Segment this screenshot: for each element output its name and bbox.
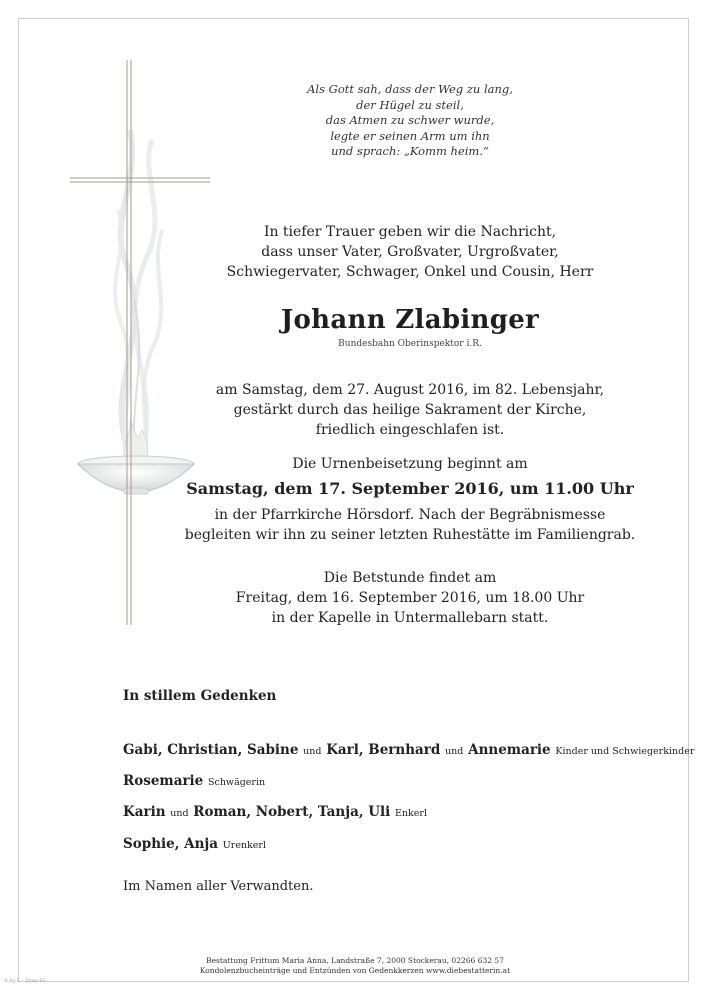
mourner-names: Rosemarie [123,773,204,789]
verse [300,82,520,160]
deceased-name: Johann Zlabinger [280,305,540,335]
death-notice [180,380,640,440]
mourner-relation: Enkerl [394,808,427,819]
conjunction: und [170,808,189,819]
mourner-names: Karl, Bernhard [326,742,441,758]
prayer-line: Freitag, dem 16. September 2016, um 18.00 Uhr [235,590,585,606]
mourner-row-great-grandchildren [123,836,266,852]
conjunction: und [303,746,322,757]
death-line: gestärkt durch das heilige Sakrament der Kirche, [233,402,587,418]
mourner-row-sister-in-law [123,773,265,789]
image-credit: © by L. – Jones 93 [4,979,46,984]
intro-text [180,222,640,282]
mourner-row-grandchildren [123,804,427,820]
mourner-names: Gabi, Christian, Sabine [123,742,299,758]
deceased-title: Bundesbahn Oberinspektor i.R. [338,339,482,349]
mourner-row-children [123,742,694,758]
mourner-names: Roman, Nobert, Tanja, Uli [193,804,391,820]
urn-intro: Die Urnenbeisetzung beginnt am [292,456,528,472]
urn-date: Samstag, dem 17. September 2016, um 11.00 Uhr [186,479,634,498]
verse-line: Als Gott sah, dass der Weg zu lang, [307,82,513,96]
verse-line: und sprach: „Komm heim.“ [331,144,489,158]
urn-line: begleiten wir ihn zu seiner letzten Ruhestätte im Familiengrab. [184,527,636,543]
prayer-line: in der Kapelle in Untermallebarn statt. [271,610,549,626]
prayer-line: Die Betstunde findet am [323,570,497,586]
urn-details [180,505,640,545]
mourner-relation: Kinder und Schwiegerkinder [555,746,695,757]
verse-line: das Atmen zu schwer wurde, [325,113,495,127]
mourners-title: In stillem Gedenken [123,688,277,704]
footer-condolence: Kondolenzbucheinträge und Entzünden von Gedenkkerzen www.diebestatterin.at [199,966,511,975]
footer-address: Bestattung Frittum Maria Anna, Landstraße 7, 2000 Stockerau, 02266 632 57 [206,956,504,965]
verse-line: der Hügel zu steil, [356,97,464,112]
urn-line: in der Pfarrkirche Hörsdorf. Nach der Begräbnismesse [214,507,606,523]
mourner-relation: Urenkerl [222,840,267,851]
prayer-notice [180,568,640,628]
mourner-relation: Schwägerin [207,777,266,788]
death-line: am Samstag, dem 27. August 2016, im 82. Lebensjahr, [215,382,605,398]
intro-line: In tiefer Trauer geben wir die Nachricht, [263,224,557,240]
intro-line: dass unser Vater, Großvater, Urgroßvater, [261,244,559,260]
death-line: friedlich eingeschlafen ist. [315,422,505,438]
intro-line: Schwiegervater, Schwager, Onkel und Cousin, Herr [226,264,594,280]
closing-line: Im Namen aller Verwandten. [123,879,314,894]
mourner-names: Annemarie [468,742,551,758]
verse-line: legte er seinen Arm um ihn [330,128,490,143]
mourner-names: Karin [123,804,166,820]
footer [190,956,520,976]
mourner-names: Sophie, Anja [123,836,219,852]
conjunction: und [445,746,464,757]
